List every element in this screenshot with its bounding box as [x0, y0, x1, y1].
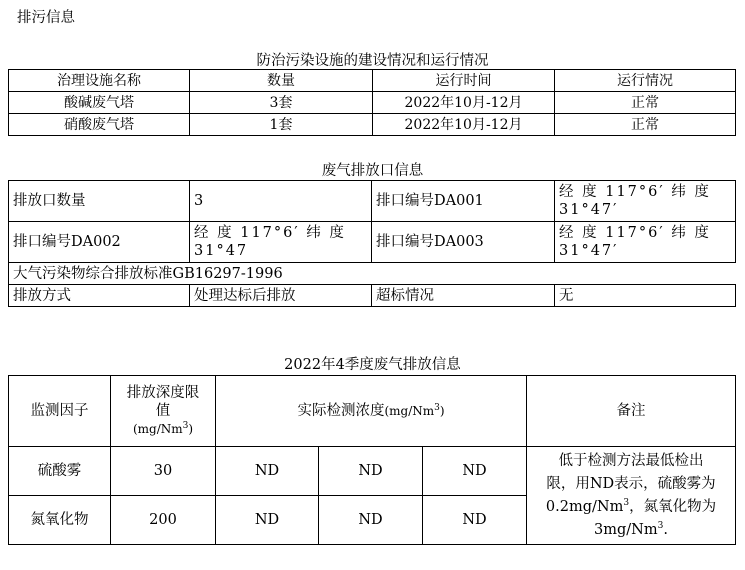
- factor-cell: 硫酸雾: [9, 447, 111, 496]
- outlet-table: [8, 180, 736, 307]
- header-cell: 数量: [190, 70, 373, 92]
- table-cell: 2022年10月-12月: [373, 114, 555, 136]
- header-limit-unit: (mg/Nm$^3$): [132, 421, 194, 436]
- outlet3-coord: 经 度 117°6′ 纬 度 31°47′: [555, 222, 736, 263]
- note-line: 3mg/Nm$^3$.: [594, 520, 668, 538]
- header-limit-line2: 值: [155, 403, 171, 419]
- limit-cell: 200: [111, 496, 216, 545]
- limit-cell: 30: [111, 447, 216, 496]
- table-header-row: [9, 376, 736, 447]
- outlet3-label: 排口编号DA003: [372, 222, 555, 263]
- table-row: [9, 181, 736, 222]
- outlet-count-value: 3: [190, 181, 372, 222]
- emission-table: [8, 375, 736, 545]
- table-cell: 2022年10月-12月: [373, 92, 555, 114]
- table-cell: 正常: [555, 114, 736, 136]
- table-cell: 正常: [555, 92, 736, 114]
- table-cell: 酸碱废气塔: [9, 92, 190, 114]
- outlet1-coord: 经 度 117°6′ 纬 度 31°47′: [555, 181, 736, 222]
- table-cell: 3套: [190, 92, 373, 114]
- facilities-table: [8, 69, 736, 136]
- header-factor: 监测因子: [9, 376, 111, 447]
- table-row: [9, 222, 736, 263]
- header-cell: 治理设施名称: [9, 70, 190, 92]
- header-actual: 实际检测浓度(mg/Nm$^3$): [216, 376, 527, 447]
- table-row: [9, 285, 736, 307]
- table3-caption: 2022年4季度废气排放信息: [284, 357, 461, 373]
- note-line: 0.2mg/Nm$^3$，氮氧化物为: [545, 497, 717, 515]
- table1-caption: 防治污染设施的建设情况和运行情况: [256, 53, 489, 69]
- value-cell: ND: [423, 447, 527, 496]
- exceed-value: 无: [555, 285, 736, 307]
- table-row: [9, 92, 736, 114]
- table-cell: 1套: [190, 114, 373, 136]
- section-heading: 排污信息: [17, 10, 75, 26]
- header-limit-line1: 排放深度限: [126, 385, 200, 401]
- emission-standard: 大气污染物综合排放标准GB16297-1996: [9, 263, 736, 285]
- value-cell: ND: [216, 447, 319, 496]
- header-cell: 运行时间: [373, 70, 555, 92]
- exceed-label: 超标情况: [372, 285, 555, 307]
- outlet1-label: 排口编号DA001: [372, 181, 555, 222]
- outlet2-label: 排口编号DA002: [9, 222, 190, 263]
- factor-cell: 氮氧化物: [9, 496, 111, 545]
- note-line: 限，用ND表示，硫酸雾为: [546, 475, 716, 492]
- table-row: [9, 114, 736, 136]
- header-cell: 运行情况: [555, 70, 736, 92]
- header-note: 备注: [527, 376, 736, 447]
- table-row: [9, 447, 736, 496]
- table-row: [9, 263, 736, 285]
- note-cell: [527, 447, 736, 545]
- header-limit: [111, 376, 216, 447]
- outlet-count-label: 排放口数量: [9, 181, 190, 222]
- outlet2-coord: 经 度 117°6′ 纬 度 31°47: [190, 222, 372, 263]
- note-line: 低于检测方法最低检出: [558, 452, 704, 469]
- method-value: 处理达标后排放: [190, 285, 372, 307]
- value-cell: ND: [319, 447, 423, 496]
- table-cell: 硝酸废气塔: [9, 114, 190, 136]
- value-cell: ND: [423, 496, 527, 545]
- value-cell: ND: [216, 496, 319, 545]
- table2-caption: 废气排放口信息: [321, 163, 424, 179]
- table-header-row: [9, 70, 736, 92]
- value-cell: ND: [319, 496, 423, 545]
- method-label: 排放方式: [9, 285, 190, 307]
